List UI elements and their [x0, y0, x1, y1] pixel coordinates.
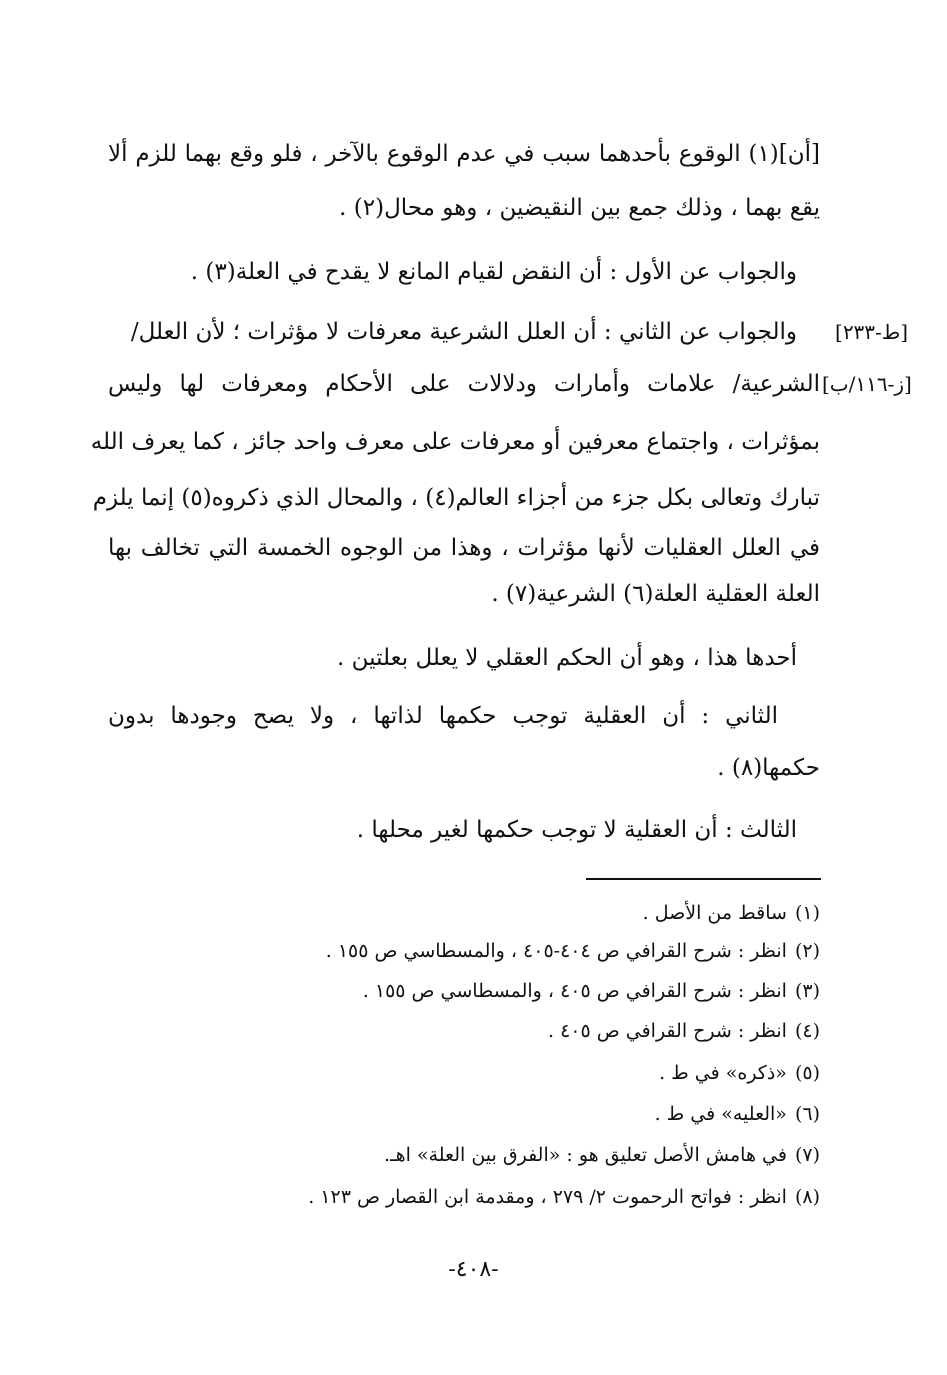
body-line-3: والجواب عن الأول : أن النقض لقيام المانع لا يقدح في العلة(٣) . — [190, 259, 797, 285]
footnote-text: «العليه» في ط . — [654, 1103, 787, 1125]
body-line-6: بمؤثرات ، واجتماع معرفين أو معرفات على معرف واحد جائز ، كما يعرف الله — [90, 429, 820, 455]
body-line-8: في العلل العقليات لأنها مؤثرات ، وهذا من الوجوه الخمسة التي تخالف بها — [108, 535, 820, 561]
footnote-6 — [655, 1097, 820, 1131]
footnote-3 — [363, 974, 820, 1008]
footnote-number: (٤) — [794, 1020, 820, 1042]
footnote-4 — [548, 1014, 820, 1048]
footnote-text: انظر : شرح القرافي ص ٤٠٥ . — [547, 1020, 787, 1042]
footnote-number: (٨) — [794, 1186, 820, 1208]
footnote-text: في هامش الأصل تعليق هو : «الفرق بين العلة» اهـ. — [384, 1144, 787, 1166]
footnote-7 — [384, 1138, 820, 1172]
footnote-number: (١) — [794, 902, 820, 924]
footnote-text: انظر : شرح القرافي ص ٤٠٤-٤٠٥ ، والمسطاسي ص ١٥٥ . — [325, 940, 787, 962]
body-line-11: الثاني : أن العقلية توجب حكمها لذاتها ، ولا يصح وجودها بدون — [108, 703, 778, 729]
footnote-8 — [308, 1180, 820, 1214]
footnote-number: (٧) — [794, 1144, 820, 1166]
body-line-2: يقع بهما ، وذلك جمع بين النقيضين ، وهو محال(٢) . — [339, 195, 820, 221]
margin-note-z: [ز-١١٦/ب] — [822, 372, 912, 396]
body-line-13: الثالث : أن العقلية لا توجب حكمها لغير محلها . — [356, 817, 797, 843]
body-line-1: [أن](١) الوقوع بأحدهما سبب في عدم الوقوع بالآخر ، فلو وقع بهما للزم ألا — [108, 141, 820, 167]
body-line-10: أحدها هذا ، وهو أن الحكم العقلي لا يعلل بعلتين . — [337, 645, 797, 671]
footnote-text: انظر : شرح القرافي ص ٤٠٥ ، والمسطاسي ص ١٥٥ . — [362, 980, 787, 1002]
footnote-number: (٥) — [794, 1062, 820, 1084]
footnote-text: انظر : فواتح الرحموت ٢/ ٢٧٩ ، ومقدمة ابن القصار ص ١٢٣ . — [308, 1186, 787, 1208]
footnote-text: «ذكره» في ط . — [659, 1062, 787, 1084]
margin-note-t: [ط-٢٣٣] — [835, 320, 909, 344]
body-line-7: تبارك وتعالى بكل جزء من أجزاء العالم(٤) ، والمحال الذي ذكروه(٥) إنما يلزم — [92, 485, 820, 511]
body-line-4: والجواب عن الثاني : أن العلل الشرعية معرفات لا مؤثرات ؛ لأن العلل/ — [130, 319, 797, 345]
footnote-text: ساقط من الأصل . — [642, 902, 787, 924]
body-line-5: الشرعية/ علامات وأمارات ودلالات على الأحكام ومعرفات لها وليس — [108, 371, 820, 397]
page-number: -٤٠٨- — [448, 1257, 499, 1282]
footnote-2 — [326, 934, 820, 968]
body-line-12: حكمها(٨) . — [717, 755, 820, 781]
body-line-9: العلة العقلية العلة(٦) الشرعية(٧) . — [491, 581, 820, 607]
footnote-5 — [659, 1056, 820, 1090]
footnote-number: (٦) — [794, 1103, 820, 1125]
footnote-number: (٢) — [794, 940, 820, 962]
footnote-separator — [586, 878, 821, 880]
footnote-number: (٣) — [794, 980, 820, 1002]
footnote-1 — [643, 896, 820, 930]
